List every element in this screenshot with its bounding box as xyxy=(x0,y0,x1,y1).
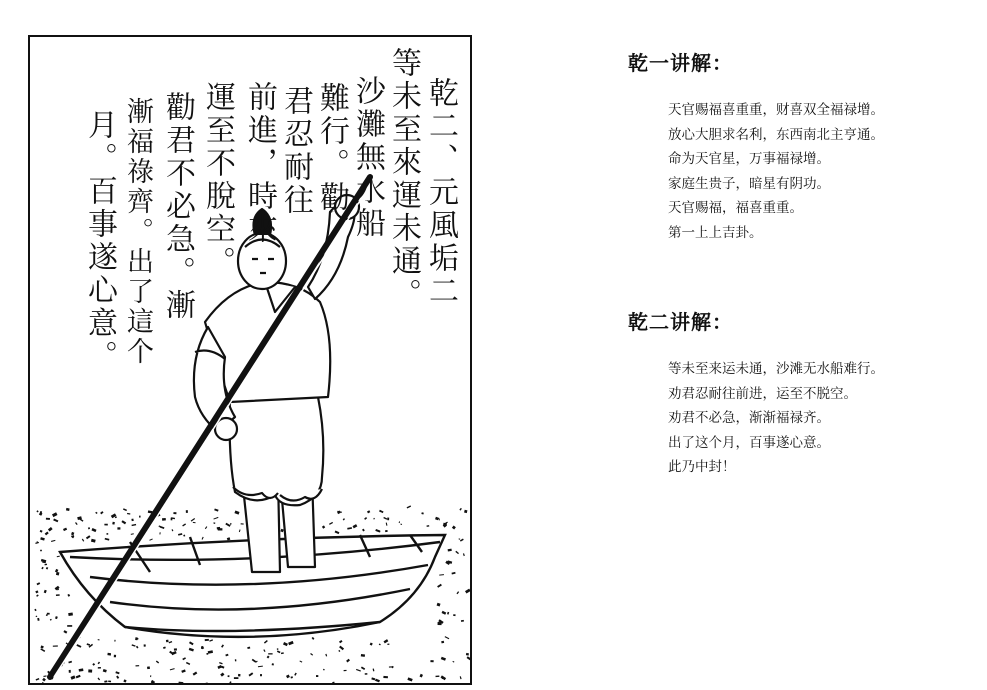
woodcut-illustration xyxy=(28,35,472,685)
woodcut-column-5: 君忍耐往 xyxy=(278,85,313,217)
woodcut-column-4: 難行。勸 xyxy=(314,82,349,214)
section-line: 此乃中封！ xyxy=(668,459,736,476)
section-line: 出了这个月，百事遂心意。 xyxy=(668,434,830,451)
woodcut-column-3: 沙灘無水船 xyxy=(350,75,385,240)
section-qian-2 xyxy=(628,306,973,480)
section-line: 劝君忍耐往前进，运至不脱空。 xyxy=(668,385,857,402)
woodcut-column-2: 等未至來運未通。 xyxy=(386,47,421,311)
section-line: 劝君不必急，渐渐福禄齐。 xyxy=(668,410,830,427)
woodcut-column-6: 前進，時來 xyxy=(242,81,277,246)
woodcut-column-8: 勸君不必急。漸 xyxy=(160,91,195,322)
woodcut-column-1: 乾二、元風垢二 xyxy=(423,77,458,308)
section-lines xyxy=(628,98,973,246)
woodcut-column-7: 運至不脫空。 xyxy=(200,81,235,279)
section-line: 天官赐福，福喜重重。 xyxy=(668,200,803,217)
section-line: 家庭生贵子，暗星有阴功。 xyxy=(668,175,830,192)
section-heading: 乾二讲解： xyxy=(628,310,733,334)
section-line: 第一上上吉卦。 xyxy=(668,224,763,241)
section-line: 天官赐福喜重重，财喜双全福禄增。 xyxy=(668,102,884,118)
section-qian-1 xyxy=(628,47,973,246)
woodcut-column-9: 漸福祿齊。出了這个 xyxy=(122,97,153,367)
section-line: 命为天官星，万事福禄增。 xyxy=(668,151,830,168)
section-line: 等未至来运未通，沙滩无水船难行。 xyxy=(668,361,884,377)
section-lines xyxy=(628,357,973,480)
section-line: 放心大胆求名利，东西南北主亨通。 xyxy=(668,126,884,143)
section-heading: 乾一讲解： xyxy=(628,51,733,75)
woodcut-column-10: 月。百事遂心意。 xyxy=(82,109,117,373)
